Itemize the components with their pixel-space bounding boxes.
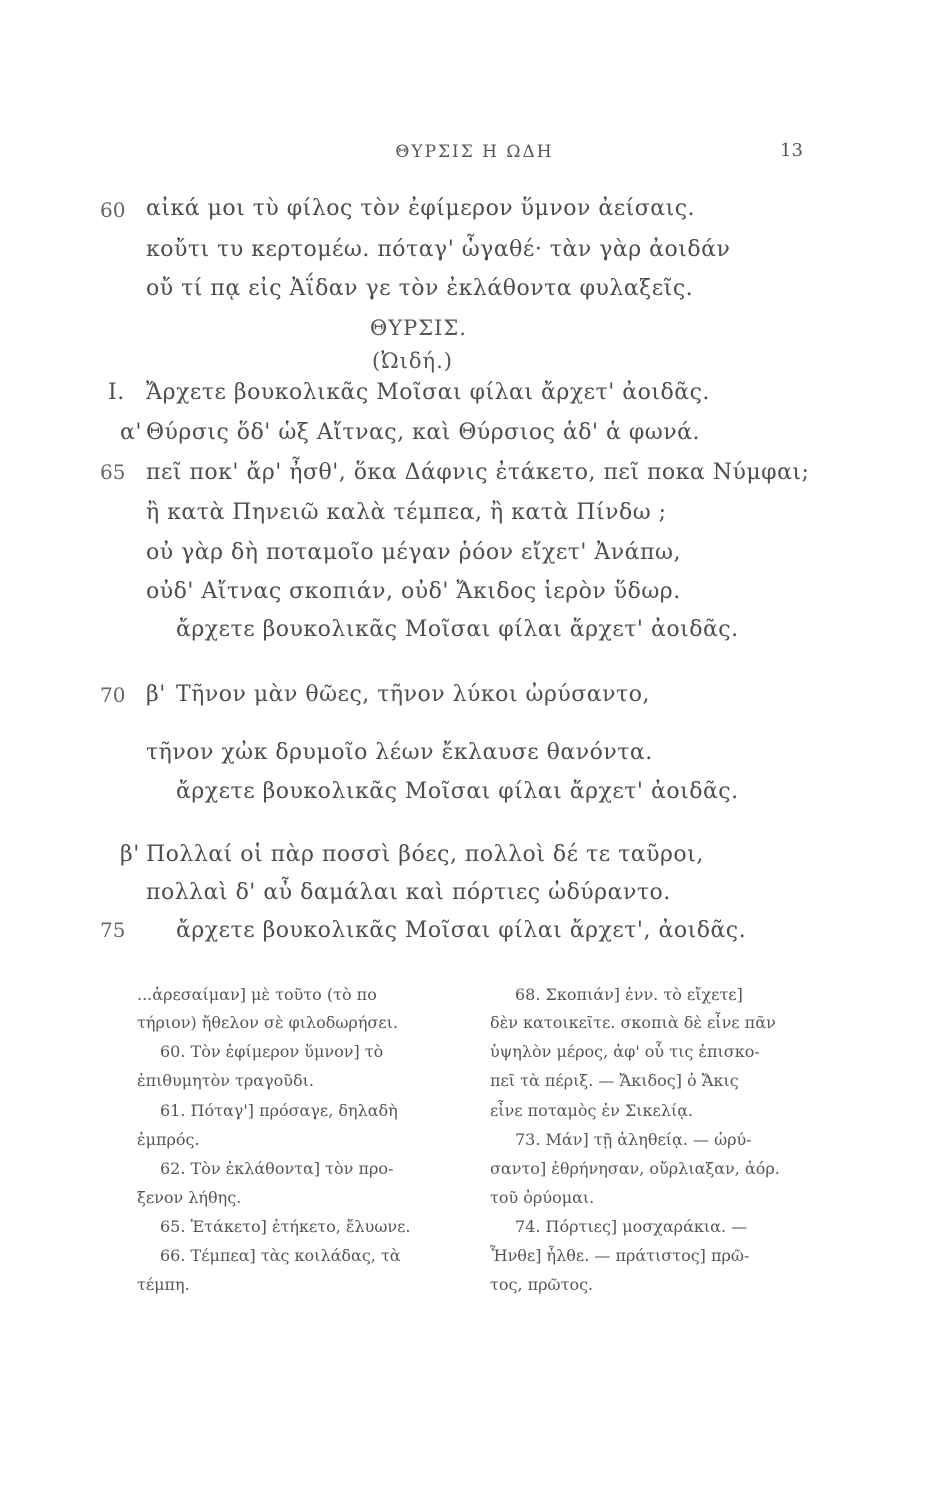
strophe-mark: β' xyxy=(120,842,140,867)
footnote-line: 68. Σκοπιάν] ἐνν. τὸ εἴχετε] xyxy=(515,985,743,1004)
verse-line-65: πεῖ ποκ' ἄρ' ἦσθ', ὅκα Δάφνις ἐτάκετο, πεῖ ποκα Νύμφαι; xyxy=(146,460,810,485)
footnote-line: ...ἀρεσαίμαν] μὲ τοῦτο (τὸ πο xyxy=(137,985,377,1004)
footnote-line: τοῦ ὀρύομαι. xyxy=(490,1188,595,1207)
refrain-line: ἄρχετε βουκολικᾶς Μοῖσαι φίλαι ἄρχετ', ἀοιδᾶς. xyxy=(176,918,747,943)
footnote-line: ἐπιθυμητὸν τραγοῦδι. xyxy=(137,1071,314,1090)
line-number-75: 75 xyxy=(100,918,126,942)
refrain-line: ἄρχετε βουκολικᾶς Μοῖσαι φίλαι ἄρχετ' ἀοιδᾶς. xyxy=(176,617,739,642)
line-number-60: 60 xyxy=(100,198,126,222)
refrain-line: ἄρχετε βουκολικᾶς Μοῖσαι φίλαι ἄρχετ' ἀοιδᾶς. xyxy=(176,779,739,804)
verse-line-73: Πολλαί οἱ πὰρ ποσσὶ βόες, πολλοὶ δέ τε ταῦροι, xyxy=(146,842,704,867)
verse-line-61: κοὔτι τυ κερτομέω. πόταγ' ὦγαθέ· τὰν γὰρ ἀοιδάν xyxy=(146,237,731,262)
song-heading: (Ὠιδή.) xyxy=(372,349,453,373)
verse-line-64: Θύρσις ὅδ' ὡξ Αἴτνας, καὶ Θύρσιος ἁδ' ἁ φωνά. xyxy=(146,420,700,445)
footnote-line: ξενον λήθης. xyxy=(137,1188,242,1207)
verse-line-62: οὔ τί πᾳ εἰς Ἀΐδαν γε τὸν ἐκλάθοντα φυλαξεῖς. xyxy=(146,276,694,301)
verse-line-71: τῆνον χὠκ δρυμοῖο λέων ἔκλαυσε θανόντα. xyxy=(146,740,653,765)
verse-line-66: ἢ κατὰ Πηνειῶ καλὰ τέμπεα, ἢ κατὰ Πίνδω ; xyxy=(146,500,667,525)
verse-line-70: Τῆνον μὰν θῶες, τῆνον λύκοι ὠρύσαντο, xyxy=(176,682,650,707)
strophe-mark: I. xyxy=(108,380,125,405)
footnote-line: 73. Μάν] τῇ ἀληθείᾳ. — ὠρύ- xyxy=(515,1130,752,1149)
footnote-line: εἶνε ποταμὸς ἐν Σικελίᾳ. xyxy=(490,1101,694,1120)
footnote-line: τέμπη. xyxy=(137,1275,190,1294)
verse-line-68: οὐδ' Αἴτνας σκοπιάν, οὐδ' Ἄκιδος ἱερὸν ὕδωρ. xyxy=(146,579,681,604)
speaker-heading: ΘΥΡΣΙΣ. xyxy=(370,316,467,340)
footnote-line: 61. Πόταγ'] πρόσαγε, δηλαδὴ xyxy=(160,1101,398,1120)
footnote-line: Ἦνθε] ἦλθε. — πράτιστος] πρῶ- xyxy=(490,1246,750,1265)
footnote-line: πεῖ τὰ πέριξ. — Ἄκιδος] ὁ Ἄκις xyxy=(490,1071,739,1090)
verse-line-60: αἰκά μοι τὺ φίλος τὸν ἐφίμερον ὕμνον ἀείσαις. xyxy=(146,196,696,221)
footnote-line: 60. Τὸν ἐφίμερον ὕμνον] τὸ xyxy=(160,1042,384,1061)
footnote-line: 66. Τέμπεα] τὰς κοιλάδας, τὰ xyxy=(160,1246,401,1265)
verse-line-74: πολλαὶ δ' αὖ δαμάλαι καὶ πόρτιες ὠδύραντο. xyxy=(146,880,671,905)
line-number-65: 65 xyxy=(100,460,126,484)
footnote-line: 74. Πόρτιες] μοσχαράκια. — xyxy=(515,1217,748,1236)
running-title: ΘΥΡΣΙΣ Η ΩΔΗ xyxy=(395,142,554,162)
refrain-line: Ἄρχετε βουκολικᾶς Μοῖσαι φίλαι ἄρχετ' ἀοιδᾶς. xyxy=(146,380,710,405)
page-number: 13 xyxy=(780,140,803,161)
footnote-line: τος, πρῶτος. xyxy=(490,1275,594,1294)
footnote-line: ἐμπρός. xyxy=(137,1130,200,1149)
verse-line-67: οὐ γὰρ δὴ ποταμοῖο μέγαν ῥόον εἴχετ' Ἀνάπω, xyxy=(146,540,681,565)
footnote-line: δὲν κατοικεῖτε. σκοπιὰ δὲ εἶνε πᾶν xyxy=(490,1013,776,1032)
footnote-line: ὑψηλὸν μέρος, ἀφ' οὗ τις ἐπισκο- xyxy=(490,1042,760,1061)
footnote-line: σαντο] ἐθρήνησαν, οὔρλιαξαν, ἀόρ. xyxy=(490,1159,780,1178)
footnote-line: 65. Ἐτάκετο] ἐτήκετο, ἔλυωνε. xyxy=(160,1217,411,1236)
strophe-mark: β' xyxy=(146,682,166,707)
footnote-line: τήριον) ἤθελον σὲ φιλοδωρήσει. xyxy=(137,1013,398,1032)
footnote-line: 62. Τὸν ἐκλάθοντα] τὸν προ- xyxy=(160,1159,394,1178)
line-number-70: 70 xyxy=(100,683,126,707)
strophe-mark: α' xyxy=(120,420,142,445)
